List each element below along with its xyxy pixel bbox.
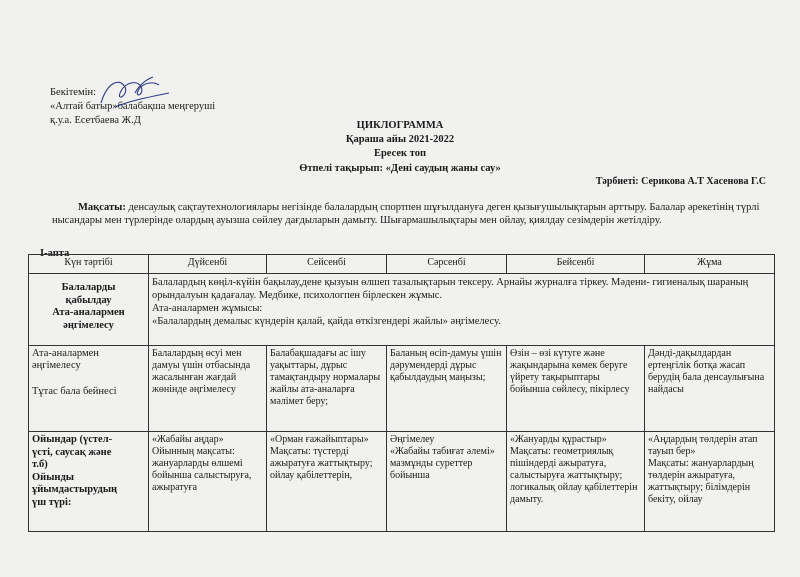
signature-icon: [95, 73, 175, 113]
cell-line: «Жабайы табиғат әлемі»: [390, 446, 495, 457]
period: Қараша айы 2021-2022: [345, 134, 455, 145]
row-head: [29, 346, 149, 432]
goal-paragraph: [52, 201, 770, 227]
table-row: [29, 432, 775, 532]
table-row: [29, 274, 775, 346]
table-cell: Баланың өсіп-дамуы үшін дәрумендерді дұрыс қабылдаудың маңызы;: [387, 346, 507, 432]
teachers: Тәрбиеті: Серикова А.Т Хасенова Г.С: [595, 176, 766, 187]
approval-position: «Алтай батыр»балабақша меңгеруші: [50, 101, 216, 112]
week-label: І-апта: [40, 248, 70, 259]
schedule-table: [28, 254, 775, 532]
table-cell: [149, 432, 267, 532]
cell-line: «Жануарды құрастыр»: [510, 434, 607, 445]
cell-line: «Жабайы аңдар»: [152, 434, 224, 445]
cell-line: Әңгімелеу: [390, 434, 435, 445]
theme: Өтпелі тақырып: «Дені саудың жаны сау»: [299, 163, 501, 174]
goal-label: Мақсаты:: [78, 202, 126, 213]
row-head-line: ұйымдастырудың: [32, 484, 118, 495]
table-cell: [645, 432, 775, 532]
table-cell: [507, 432, 645, 532]
cell-line: Балалардың көңіл-күйін бақылау,дене қызуын өлшеп тазалықтарын тексеру. Арнайы журналға тіркеу. Мәдени- гигиеналық шараның орындалуын қадағалау. Медбике, психологпен бірлескен жұмыс.: [152, 277, 749, 301]
cell-line: «Орман ғажайыптары»: [270, 434, 369, 445]
table-cell: Балалардың өсуі мен дамуы үшін отбасында жасалынған жағдай жөнінде әңгімелесу: [149, 346, 267, 432]
cell-line: Ойынның мақсаты: жануарларды өлшемі бойынша салыстыруға, ажыратуға: [152, 446, 252, 493]
cell-line: Ата-аналармен жұмысы:: [152, 303, 263, 314]
row-head-line: үш түрі:: [32, 496, 72, 508]
table-cell: [387, 432, 507, 532]
row-head-line: т.б): [32, 459, 48, 470]
row-head-line: қабылдау: [65, 294, 112, 306]
column-header: Бейсенбі: [507, 255, 645, 274]
row-head-line: Тұтас бала бейнесі: [32, 386, 117, 397]
goal-text: денсаулық сақтаутехнологиялары негізінде балалардың спортпен шұғылдануға деген қызығушылықтарын арттыру. Балалар әрекетінің түрлі нысандары мен түрлерінде олардың ауызша сөйлеу дағдыларын дамыту. Шығармашылықтары мен ойлау, қиялдау сезімдерін жетілдіру.: [52, 202, 760, 226]
row-head-line: Ойындар (үстел-: [32, 434, 113, 445]
cell-line: Мақсаты: түстерді ажыратуға жаттықтыру; ойлау қабілеттерін,: [270, 446, 373, 481]
table-cell: Дәнді-дақылдардан ертеңгілік ботқа жасап берудің бала денсаулығына найдасы: [645, 346, 775, 432]
approval-label: Бекітемін:: [50, 87, 97, 98]
table-cell: Балабақшадағы ас ішу уақыттары, дұрыс тамақтандыру нормалары жайлы ата-аналарға мәлімет беру;: [267, 346, 387, 432]
row-head-line: Ойынды: [32, 471, 74, 483]
column-header: Күн тәртібі: [29, 255, 149, 274]
table-cell: [149, 274, 775, 346]
page-title: ЦИКЛОГРАММА: [356, 120, 444, 131]
column-header: Дүйсенбі: [149, 255, 267, 274]
row-head-line: Ата-аналармен әңгімелесу: [32, 348, 99, 371]
table-cell: Өзін – өзі күтуге және жақындарына көмек беруге үйрету тақырыптары бойынша сөйлесу, пікірлесу: [507, 346, 645, 432]
cell-line: «Аңдардың төлдерін атап тауып бер»: [648, 434, 758, 457]
table-header-row: [29, 255, 775, 274]
column-header: Жұма: [645, 255, 775, 274]
table-cell: [267, 432, 387, 532]
column-header: Сейсенбі: [267, 255, 387, 274]
row-head-line: Ата-аналармен: [52, 307, 125, 318]
cell-line: мазмұнды суреттер бойынша: [390, 458, 473, 481]
row-head-line: үсті, саусақ және: [32, 446, 112, 458]
table-row: [29, 346, 775, 432]
row-head-line: Балаларды: [61, 282, 116, 293]
approval-name: қ.у.а. Есетбаева Ж.Д: [50, 115, 141, 126]
row-head: [29, 432, 149, 532]
cell-line: «Балалардың демалыс күндерін қалай, қайда өткізгендері жайлы» әңгімелесу.: [152, 316, 501, 327]
cell-line: Мақсаты: геометриялық пішіндерді ажыратуға, салыстыруға жаттықтыру; логикалық ойлау қабілеттерін дамыту.: [510, 446, 638, 505]
group-name: Ересек топ: [373, 148, 427, 159]
row-head: [29, 274, 149, 346]
column-header: Сәрсенбі: [387, 255, 507, 274]
cell-line: Мақсаты: жануарлардың төлдерін ажыратуға, жаттықтыру; білімдерін бекіту, ойлау: [648, 458, 754, 505]
row-head-line: әңгімелесу: [63, 319, 114, 331]
